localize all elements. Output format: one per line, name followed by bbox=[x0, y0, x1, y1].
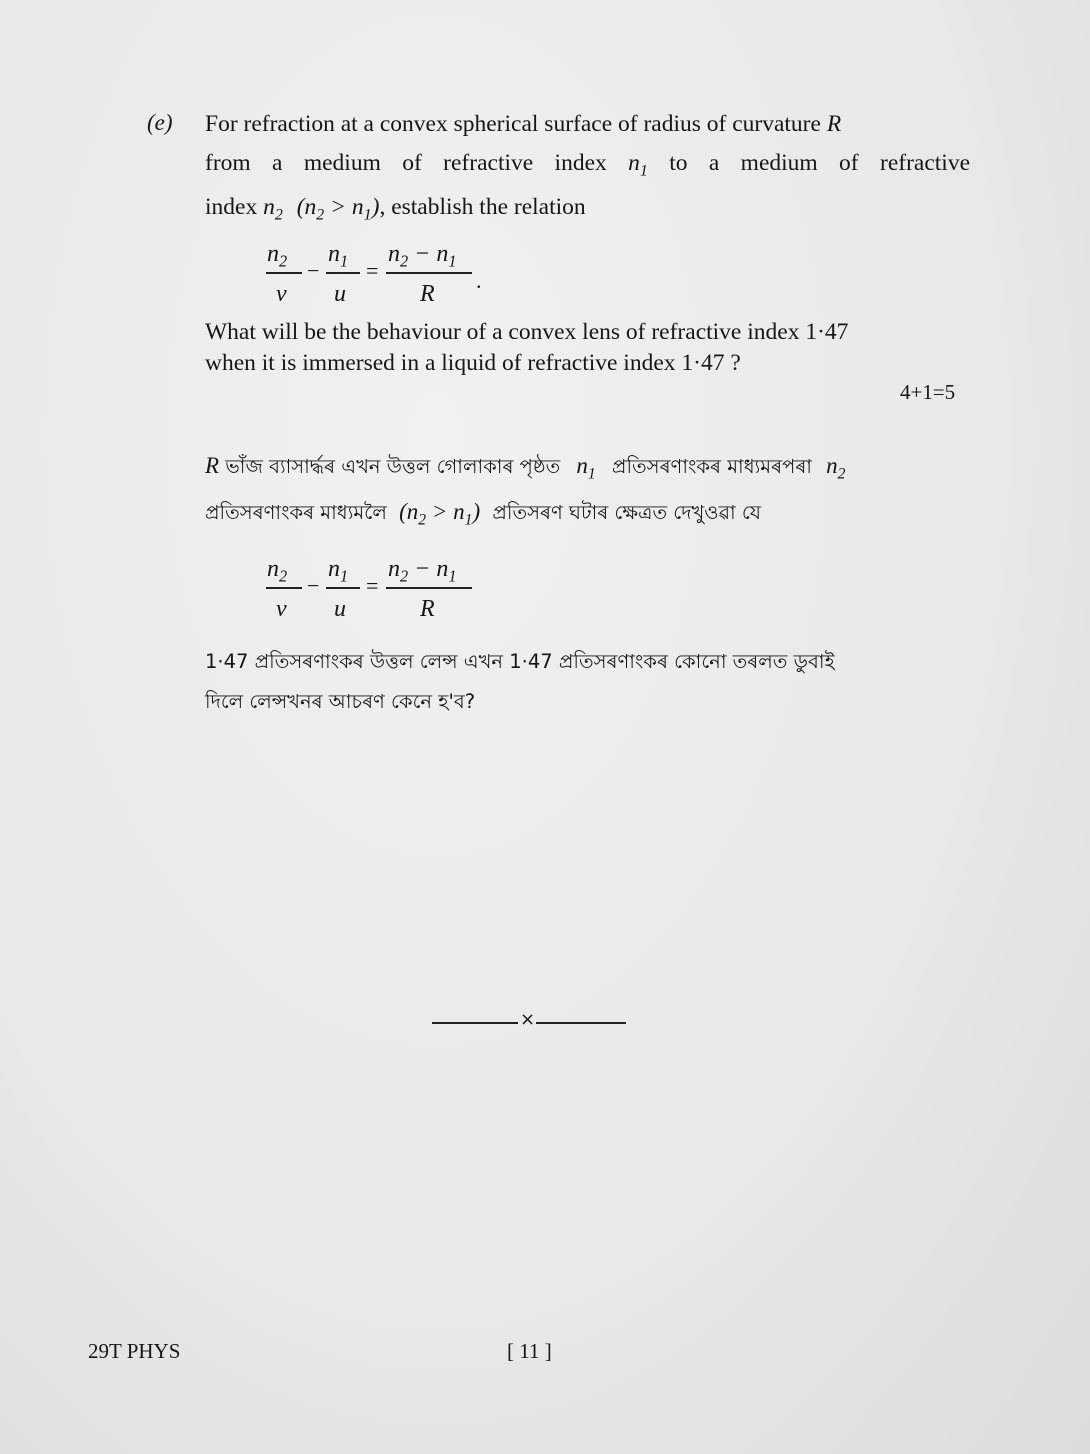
exam-page: (e) For refraction at a convex spherical surface of radius of curvature R from a medium of refractive index $n_1$ to a medium of refractive index $n_2$ $(n_2 > n_1)$, establish the relation $n_2$ v − $n_1$ u = $n_2 - n_1$ R . What will be the behaviour of a convex lens of refractive index 1·47 when it is immersed in a liquid of refractive index 1·47 ? 4+1=5 R ভাঁজ ব্যাসাৰ্দ্ধৰ এখন উত্তল গোলাকাৰ পৃষ্ঠত $n_1$ প্ৰতিসৰণাংকৰ মাধ্যমৰপৰা $n_2$ প্ৰতিসৰণাংকৰ মাধ্যমলৈ $(n_2 > n_1)$ প্ৰতিসৰণ ঘটাৰ ক্ষেত্ৰত দেখুওৱা যে $n_2$ v − $n_1$ u = $n_2 - n_1$ R 1·47 প্ৰতিসৰণাংকৰ উত্তল লেন্স এখন 1·47 প্ৰতিসৰণাংকৰ কোনো তৰলত ডুবাই দিলে লেন্সখনৰ আচৰণ কেনে হ'ব? × 29T PHYS [ 11 ] bbox=[0, 0, 1090, 1454]
en-line-4: What will be the behaviour of a convex lens of refractive index 1·47 bbox=[205, 319, 849, 345]
question-label: (e) bbox=[147, 110, 173, 135]
en-line-5: when it is immersed in a liquid of refractive index 1·47 ? bbox=[205, 350, 741, 376]
as-line-4: দিলে লেন্সখনৰ আচৰণ কেনে হ'ব? bbox=[205, 690, 476, 713]
as-line-3: 1·47 প্ৰতিসৰণাংকৰ উত্তল লেন্স এখন 1·47 প্ৰতিসৰণাংকৰ কোনো তৰলত ডুবাই bbox=[205, 650, 835, 673]
as-line-1: R ভাঁজ ব্যাসাৰ্দ্ধৰ এখন উত্তল গোলাকাৰ পৃষ্ঠত $n_1$ প্ৰতিসৰণাংকৰ মাধ্যমৰপৰা $n_2$ bbox=[205, 453, 846, 483]
page-number: [ 11 ] bbox=[507, 1339, 552, 1363]
paper-code: 29T PHYS bbox=[88, 1339, 181, 1363]
en-line-2: from a medium of refractive index $n_1$ to a medium of refractive bbox=[205, 150, 971, 180]
en-line-3: index $n_2$ $(n_2 > n_1)$, establish the relation bbox=[205, 194, 586, 224]
en-line-1: For refraction at a convex spherical surface of radius of curvature R bbox=[205, 111, 842, 137]
as-line-2: প্ৰতিসৰণাংকৰ মাধ্যমলৈ $(n_2 > n_1)$ প্ৰতিসৰণ ঘটাৰ ক্ষেত্ৰত দেখুওৱা যে bbox=[205, 499, 762, 529]
marks: 4+1=5 bbox=[900, 380, 956, 404]
